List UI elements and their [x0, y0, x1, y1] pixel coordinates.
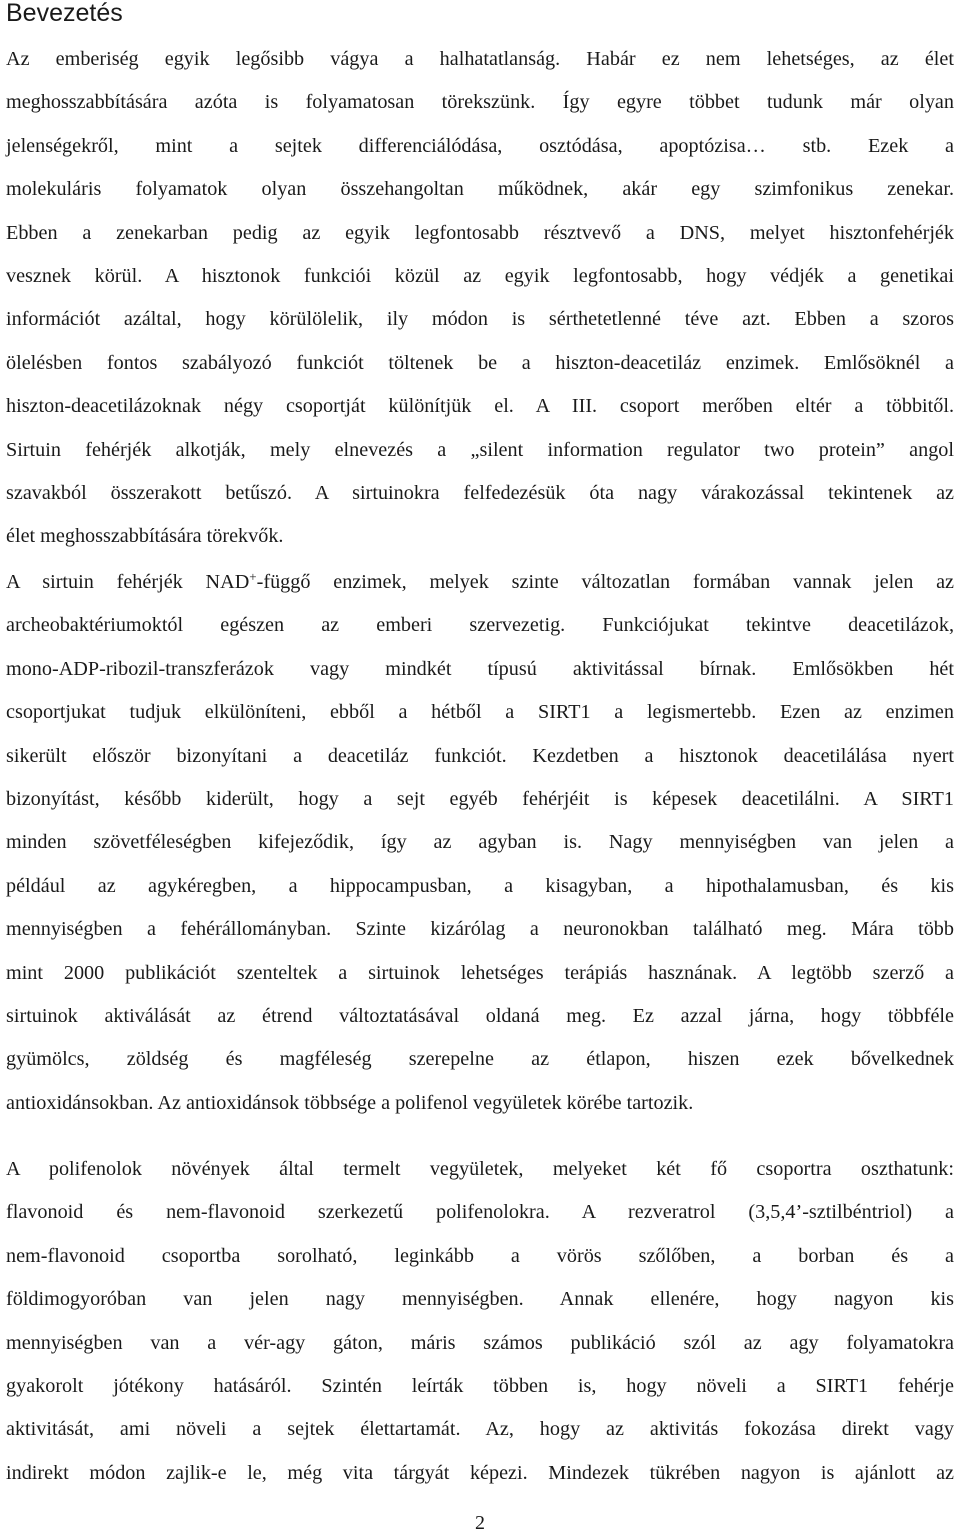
text-fragment: A sirtuin fehérjék NAD	[6, 571, 250, 593]
paragraph-2	[6, 561, 954, 1125]
text-line: sirtuinok aktiválását az étrend változtatásával oldaná meg. Ez azzal járna, hogy többféle	[6, 1004, 954, 1027]
text-line-with-superscript	[6, 561, 954, 604]
text-line: Sirtuin fehérjék alkotják, mely elnevezés a „silent information regulator two protein” angol	[6, 438, 954, 461]
text-line: mennyiségben a fehérállományban. Szinte kizárólag a neuronokban található meg. Mára több	[6, 918, 954, 941]
superscript: +	[249, 569, 257, 584]
text-line: információt azáltal, hogy körülölelik, ily módon is sérthetetlenné téve azt. Ebben a szoros	[6, 308, 954, 331]
page-number: 2	[475, 1512, 485, 1534]
text-line: sikerült először bizonyítani a deacetiláz funkciót. Kezdetben a hisztonok deacetilálása nyert	[6, 744, 954, 767]
text-line: nem-flavonoid csoportba sorolható, leginkább a vörös szőlőben, a borban és a	[6, 1244, 954, 1267]
text-line: mono-ADP-ribozil-transzferázok vagy mindkét típusú aktivitással bírnak. Emlősökben hét	[6, 657, 954, 680]
text-line: mennyiségben van a vér-agy gáton, máris számos publikáció szól az agy folyamatokra	[6, 1331, 954, 1354]
text-line: molekuláris folyamatok olyan összehangoltan működnek, akár egy szimfonikus zenekar.	[6, 178, 954, 201]
text-line: indirekt módon zajlik-e le, még vita tárgyát képezi. Mindezek tükrében nagyon is ajánlott az	[6, 1461, 954, 1484]
text-line: A polifenolok növények által termelt vegyületek, melyeket két fő csoportra oszthatunk:	[6, 1158, 954, 1180]
text-line: bizonyítást, később kiderült, hogy a sejt egyéb fehérjéit is képesek deacetilálni. A SIRT1	[6, 787, 954, 810]
text-fragment: -függő enzimek, melyek szinte változatlan formában vannak jelen az	[256, 571, 955, 593]
paragraph-3	[6, 1148, 954, 1495]
text-line: mint 2000 publikációt szenteltek a sirtuinok lehetséges terápiás hasznának. A legtöbb szerző a	[6, 961, 954, 984]
text-line: vesznek körül. A hisztonok funkciói közül az egyik legfontosabb, hogy védjék a genetikai	[6, 264, 954, 287]
section-heading: Bevezetés	[6, 0, 123, 27]
text-line: aktivitását, ami növeli a sejtek élettartamát. Az, hogy az aktivitás fokozása direkt vagy	[6, 1418, 954, 1441]
text-line: archeobaktériumoktól egészen az emberi szervezetig. Funkciójukat tekintve deacetilázok,	[6, 614, 954, 637]
text-line: gyakorolt jótékony hatásáról. Szintén leírták többen is, hogy növeli a SIRT1 fehérje	[6, 1374, 954, 1397]
text-line: jelenségekről, mint a sejtek differenciálódása, osztódása, apoptózisa… stb. Ezek a	[6, 134, 954, 157]
text-line: földimogyoróban van jelen nagy mennyiségben. Annak ellenére, hogy nagyon kis	[6, 1288, 954, 1311]
text-line: gyümölcs, zöldség és magféleség szerepelne az étlapon, hiszen ezek bővelkednek	[6, 1048, 954, 1071]
text-line: csoportjukat tudjuk elkülöníteni, ebből a hétből a SIRT1 a legismertebb. Ezen az enzimen	[6, 701, 954, 724]
text-line: ölelésben fontos szabályozó funkciót töltenek be a hiszton-deacetiláz enzimek. Emlősöknél a	[6, 351, 954, 374]
text-line: Ebben a zenekarban pedig az egyik legfontosabb résztvevő a DNS, melyet hisztonfehérjék	[6, 221, 954, 244]
text-line: antioxidánsokban. Az antioxidánsok többsége a polifenol vegyületek körébe tartozik.	[6, 1091, 694, 1114]
text-line: hiszton-deacetilázoknak négy csoportját különítjük el. A III. csoport merőben eltér a többitől.	[6, 395, 954, 418]
text-line: például az agykéregben, a hippocampusban, a kisagyban, a hipothalamusban, és kis	[6, 874, 954, 897]
paragraph-1	[6, 38, 954, 559]
text-line: meghosszabbítására azóta is folyamatosan törekszünk. Így egyre többet tudunk már olyan	[6, 91, 954, 114]
text-line: élet meghosszabbítására törekvők.	[6, 525, 284, 548]
text-line: minden szövetféleségben kifejeződik, így az agyban is. Nagy mennyiségben van jelen a	[6, 831, 954, 854]
text-line: szavakból összerakott betűszó. A sirtuinokra felfedezésük óta nagy várakozással tekintenek az	[6, 481, 954, 504]
text-line: flavonoid és nem-flavonoid szerkezetű polifenolokra. A rezveratrol (3,5,4’-sztilbéntriol) a	[6, 1201, 954, 1224]
text-line: Az emberiség egyik legősibb vágya a halhatatlanság. Habár ez nem lehetséges, az élet	[6, 48, 954, 70]
